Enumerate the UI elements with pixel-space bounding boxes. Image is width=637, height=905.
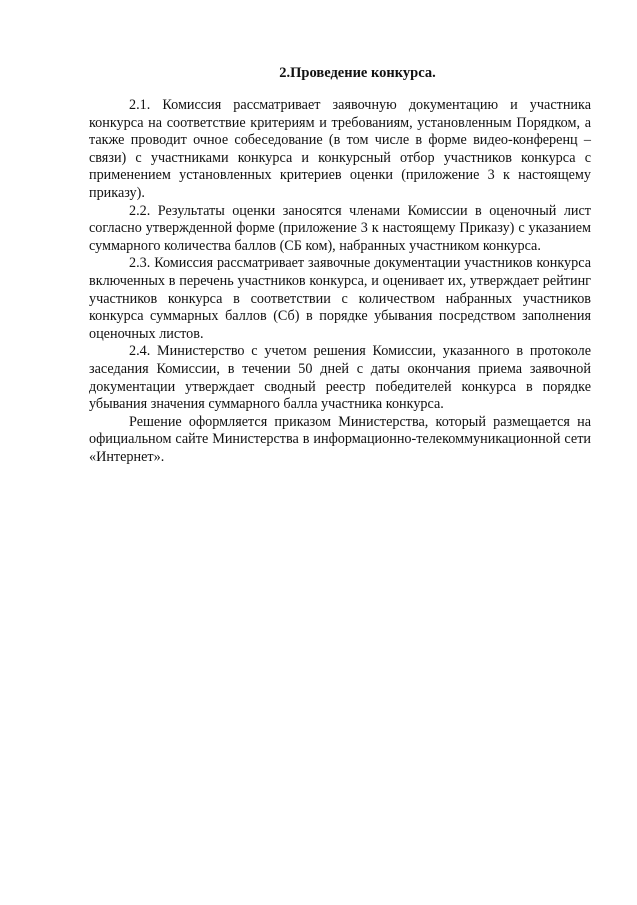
paragraph-decision: Решение оформляется приказом Министерства, который размещается на официальном сайте Министерства в информационно-телекоммуникационной сети «Интернет».	[89, 413, 591, 465]
paragraph-2-4: 2.4. Министерство с учетом решения Комиссии, указанного в протоколе заседания Комиссии, в течении 50 дней с даты окончания приема заявочной документации утверждает сводный реестр победителей конкурса в порядке убывания значения суммарного балла участника конкурса.	[89, 343, 591, 413]
section-title: 2.Проведение конкурса.	[279, 65, 436, 81]
paragraph-2-1: 2.1. Комиссия рассматривает заявочную документацию и участника конкурса на соответствие критериям и требованиям, установленным Порядком, а также проводит очное собеседование (в том числе в форме видео-конференц – связи) с участниками конкурса и конкурсный отбор участников конкурса с применением установленных критериев оценки (приложение 3 к настоящему приказу).	[89, 97, 591, 201]
paragraph-2-3: 2.3. Комиссия рассматривает заявочные документации участников конкурса включенных в перечень участников конкурса, и оценивает их, утверждает рейтинг участников конкурса в соответствии с количеством набранных участников конкурса суммарных баллов (Сб) в порядке убывания посредством заполнения оценочных листов.	[89, 255, 591, 342]
document-body	[89, 97, 591, 466]
paragraph-2-2: 2.2. Результаты оценки заносятся членами Комиссии в оценочный лист согласно утвержденной форме (приложение 3 к настоящему Приказу) с указанием суммарного количества баллов (СБ ком), набранных участником конкурса.	[89, 202, 591, 254]
